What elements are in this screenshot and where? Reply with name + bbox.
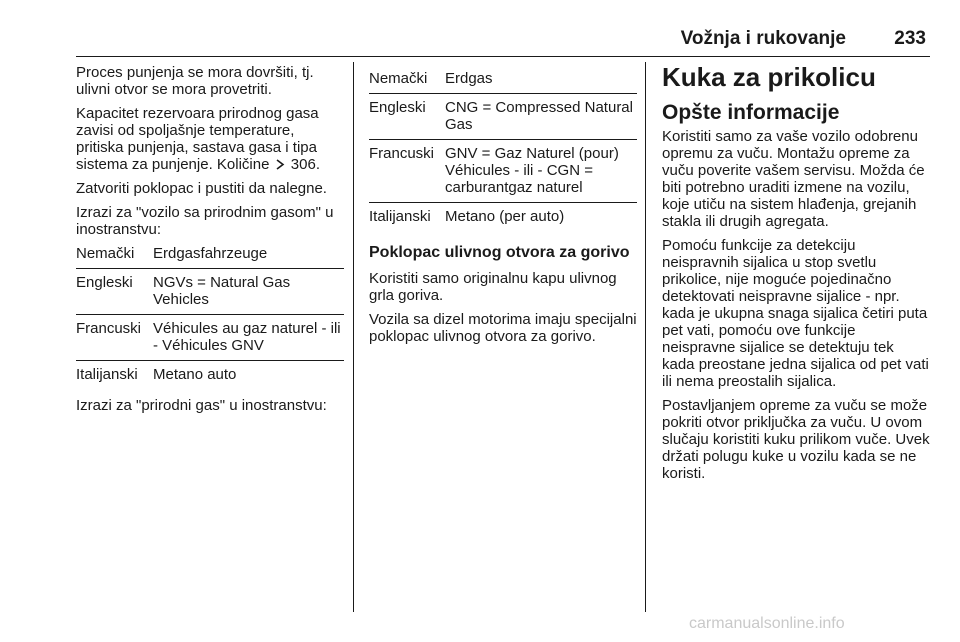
table-cell-term: Metano auto [153, 366, 237, 383]
table-cell-term: CNG = Compressed Natural Gas [445, 99, 633, 133]
header-rule [76, 56, 930, 57]
table-row [369, 203, 637, 231]
table-cell-language: Engleski [76, 274, 133, 291]
paragraph: Proces punjenja se mora dovršiti, tj. ulivni otvor se mora provetriti. [76, 64, 314, 98]
section-heading: Poklopac ulivnog otvora za gorivo [369, 244, 630, 261]
table-cell-term: NGVs = Natural Gas Vehicles [153, 274, 291, 308]
paragraph: Koristiti samo originalnu kapu ulivnog grla goriva. [369, 270, 617, 304]
column-right [662, 62, 930, 489]
page-number: 233 [894, 28, 926, 49]
table-row [76, 361, 344, 389]
table-row [76, 269, 344, 315]
chapter-heading: Kuka za prikolicu [662, 62, 876, 92]
column-middle [369, 64, 637, 352]
paragraph-text: Kapacitet rezervoara prirodnog gasa zavisi od spoljašnje temperature, pritiska punjenja, sastava gasa i tipa sistema za punjenje. Količine [76, 105, 319, 173]
table-row [76, 315, 344, 361]
paragraph: Izrazi za "vozilo sa prirodnim gasom" u inostranstvu: [76, 204, 334, 238]
chapter-title: Vožnja i rukovanje [680, 28, 846, 49]
paragraph: Koristiti samo za vaše vozilo odobrenu opremu za vuču. Montažu opreme za vuču poverite vašem servisu. Možda će biti potrebno uraditi izmene na vozilu, koje utiču na sistem hlađenja, grejanih stakla ili drugih agregata. [662, 128, 925, 230]
table-cell-language: Francuski [76, 320, 142, 337]
paragraph: Izrazi za "prirodni gas" u inostranstvu: [76, 397, 327, 414]
paragraph [76, 105, 344, 173]
column-divider-2 [645, 62, 646, 612]
table-cell-term: Erdgas [445, 70, 493, 87]
page-header [76, 28, 930, 58]
table-cell-language: Engleski [369, 99, 426, 116]
page-reference-arrow-icon [276, 159, 285, 170]
paragraph: Postavljanjem opreme za vuču se može pokriti otvor priključka za vuču. U ovom slučaju koristiti kuku prilikom vuče. Uvek držati polugu kuke u vozilu kada se ne koristi. [662, 397, 930, 482]
table-cell-term: GNV = Gaz Naturel (pour) Véhicules - ili - CGN = carburantgaz naturel [445, 145, 619, 196]
table-row [369, 94, 637, 140]
table-row [369, 64, 637, 94]
paragraph: Pomoću funkcije za detekciju neispravnih sijalica u stop svetlu prikolice, nije moguće pojedinačno detektovati neispravne sijalice - npr. kada je ukupna snaga sijalica četiri puta pet vati, pomoću ove funkcije neispravne sijalice se detektuju tek kada preostane jedna sijalica od pet vati ili nema preostalih sijalica. [662, 237, 929, 390]
paragraph: Zatvoriti poklopac i pustiti da nalegne. [76, 180, 327, 197]
table-row [76, 240, 344, 269]
table-cell-language: Nemački [369, 70, 428, 87]
table-cell-term: Metano (per auto) [445, 208, 565, 225]
watermark: carmanualsonline.info [689, 615, 845, 632]
table-cell-term: Erdgasfahrzeuge [153, 245, 268, 262]
table-cell-language: Italijanski [369, 208, 431, 225]
column-left [76, 64, 344, 421]
terms-table [369, 64, 637, 231]
paragraph: Vozila sa dizel motorima imaju specijalni poklopac ulivnog otvora za gorivo. [369, 311, 637, 345]
table-cell-term: Véhicules au gaz naturel - ili - Véhicules GNV [153, 320, 341, 354]
terms-table [76, 240, 344, 389]
section-heading: Opšte informacije [662, 101, 840, 124]
table-cell-language: Francuski [369, 145, 435, 162]
table-row [369, 140, 637, 203]
page-reference-link[interactable]: 306. [290, 156, 320, 173]
table-cell-language: Italijanski [76, 366, 138, 383]
column-divider-1 [353, 62, 354, 612]
table-cell-language: Nemački [76, 245, 135, 262]
